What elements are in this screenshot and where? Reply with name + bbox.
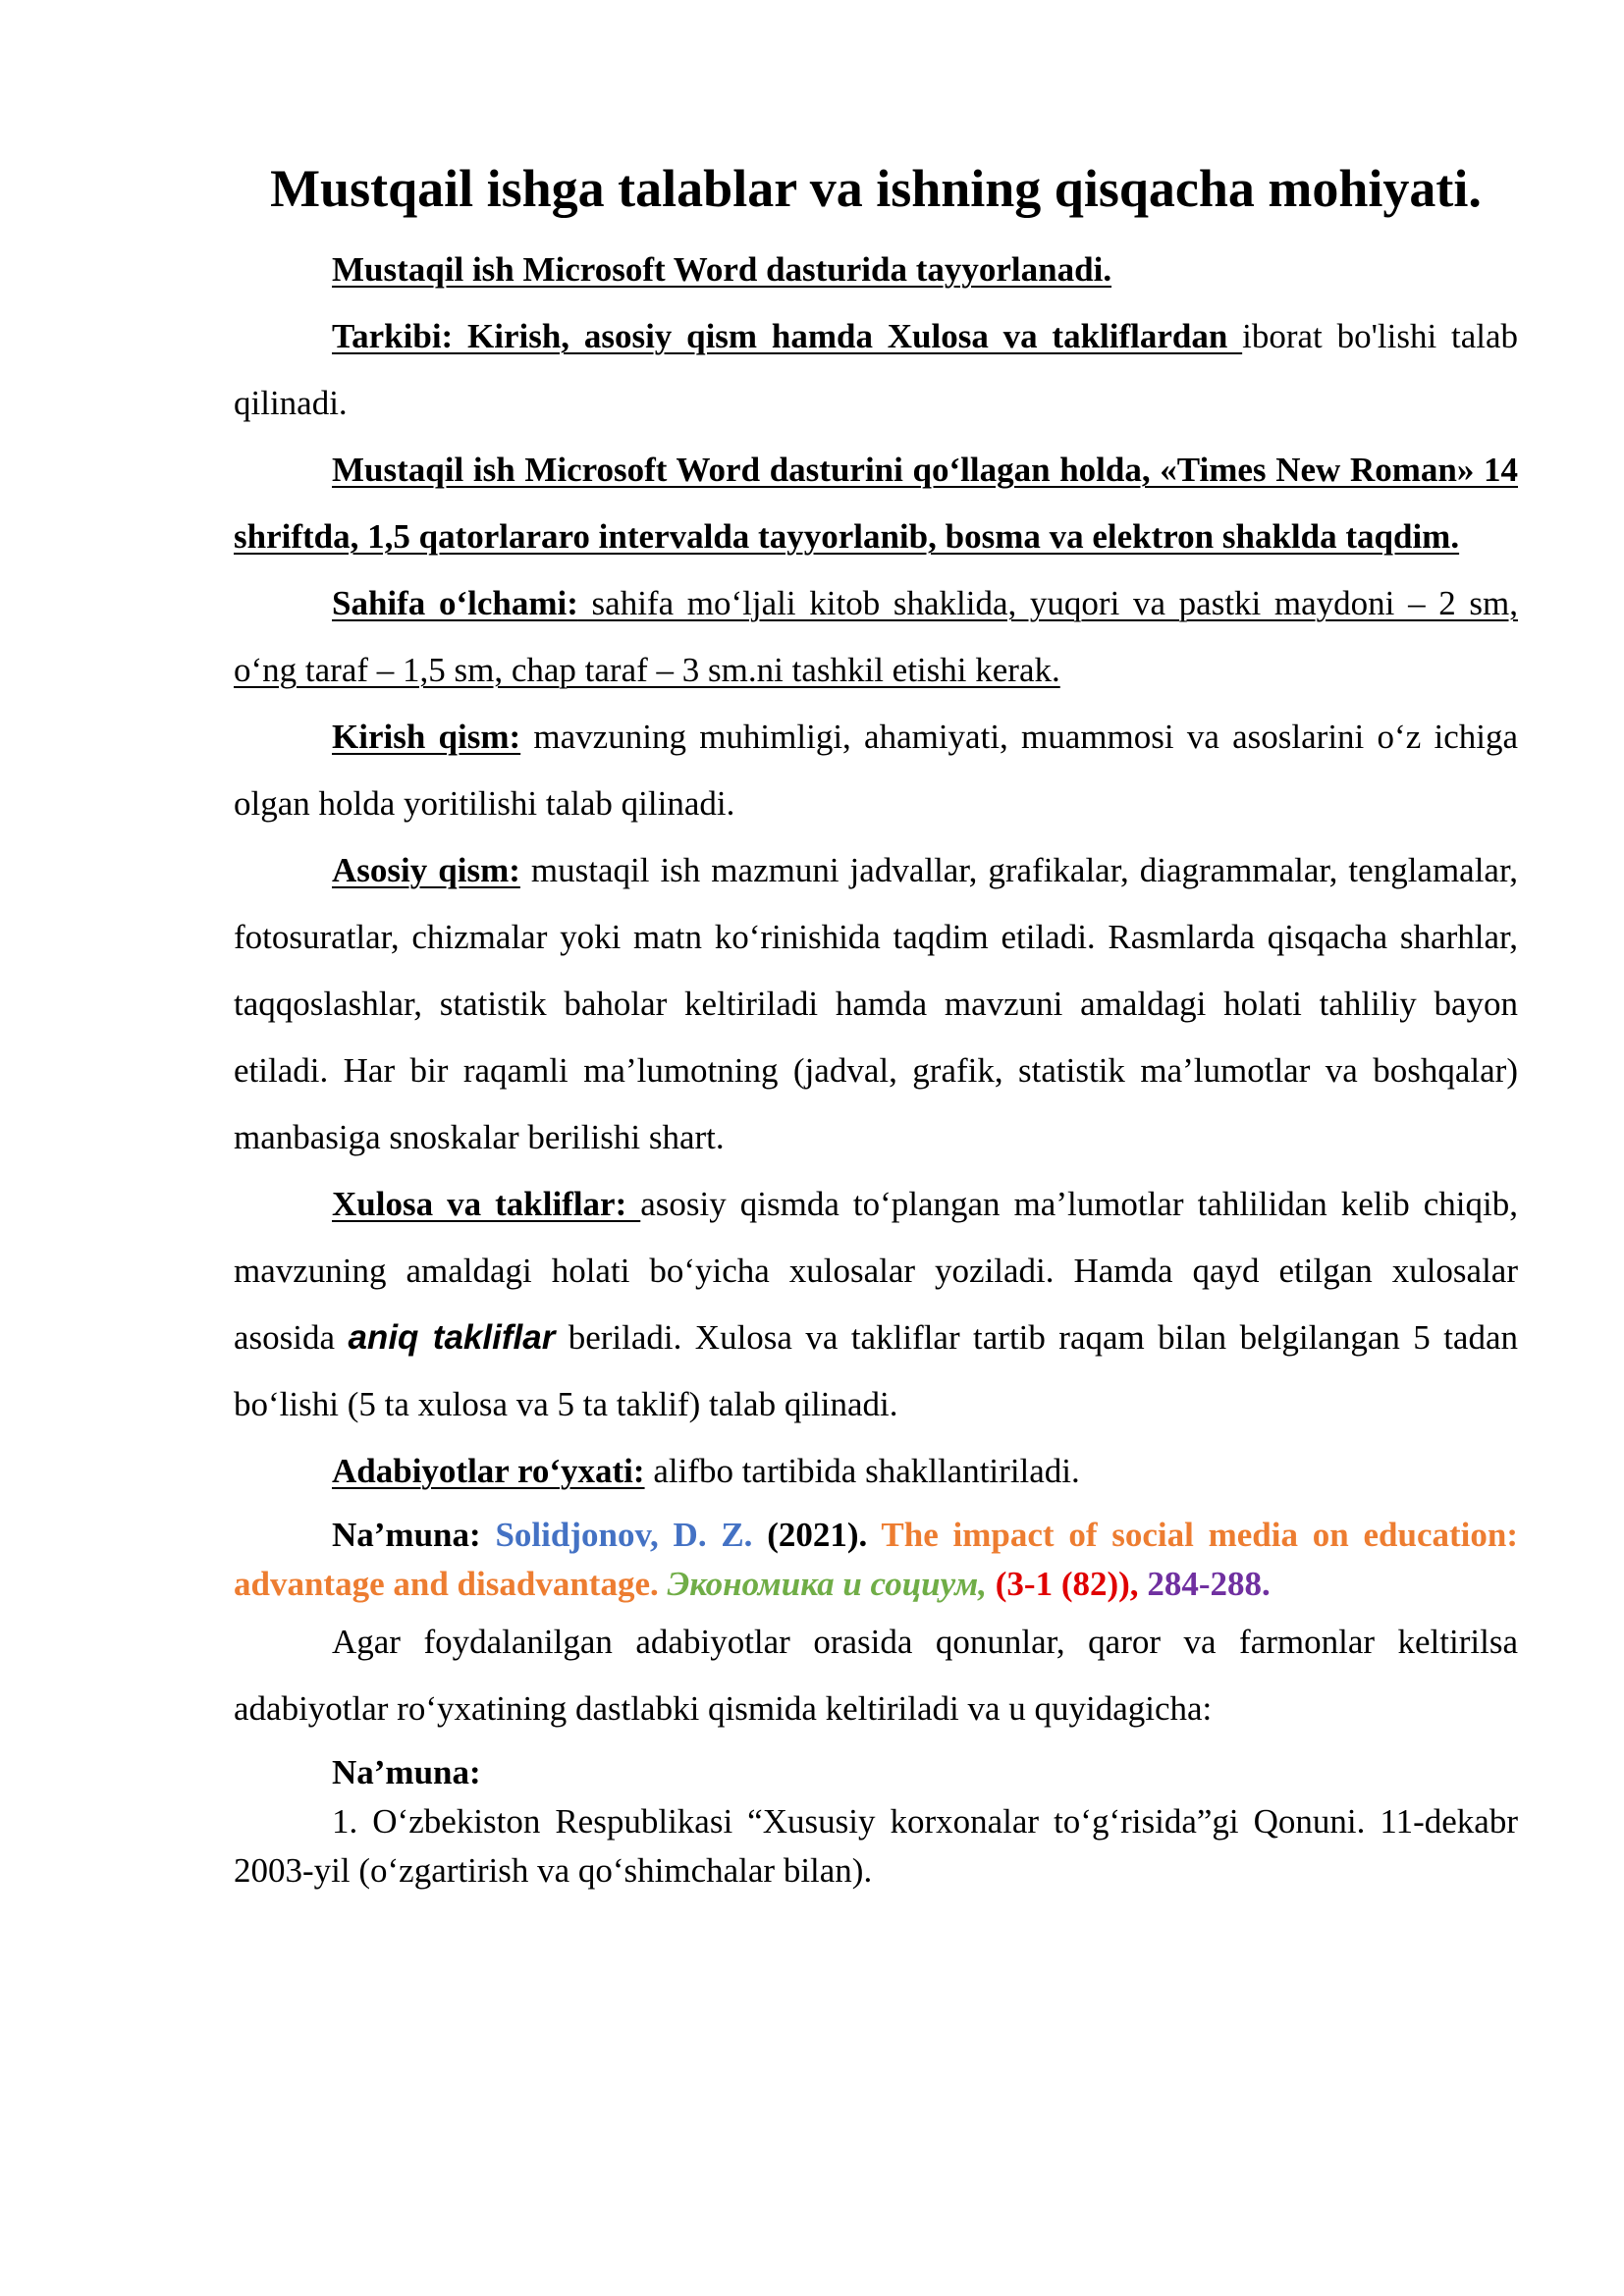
sample-reference [234,1511,1518,1609]
paragraph-typography [234,437,1518,570]
references-heading: Adabiyotlar ro‘yxati: [332,1451,645,1490]
page-size-heading: Sahifa o‘lchami: [332,583,578,622]
paragraph-format [234,237,1518,303]
laws-text: Agar foydalanilgan adabiyotlar orasida qonunlar, qaror va farmonlar keltirilsa adabiyotlar ro‘yxatining dastlabki qismida keltiriladi va u quyidagicha: [234,1622,1518,1728]
paragraph-laws [234,1609,1518,1742]
introduction-text: mavzuning muhimligi, ahamiyati, muammosi va asoslarini o‘z ichiga olgan holda yoritilishi talab qilinadi. [234,717,1518,823]
structure-text: iborat bo'lishi talab qilinadi. [234,316,1518,422]
reference-year: (2021). [752,1515,882,1554]
document-title: Mustqail ishga talablar va ishning qisqacha mohiyati. [270,159,1482,218]
format-statement: Mustaqil ish Microsoft Word dasturida tayyorlanadi. [332,249,1112,289]
conclusion-text-1: asosiy qismda to‘plangan ma’lumotlar tahlilidan kelib chiqib, mavzuning amaldagi holati bo‘yicha xulosalar yoziladi. Hamda qayd etilgan xulosalar asosida [234,1184,1519,1357]
reference-title: The impact of social media on education: advantage and disadvantage. [234,1515,1518,1603]
conclusion-heading: Xulosa va takliflar: [332,1184,641,1223]
law-list-item [234,1797,1518,1896]
sample2-label: Na’muna: [332,1752,481,1791]
page-size-text: sahifa mo‘ljali kitob shaklida, yuqori va pastki maydoni – 2 sm, o‘ng taraf – 1,5 sm, chap taraf – 3 sm.ni tashkil etishi kerak. [234,583,1518,689]
typography-statement: Mustaqil ish Microsoft Word dasturini qo‘llagan holda, «Times New Roman» 14 shriftda, 1,5 qatorlararo intervalda tayyorlanib, bosma va elektron shaklda taqdim. [234,450,1518,556]
paragraph-introduction [234,704,1518,837]
main-part-text: mustaqil ish mazmuni jadvallar, grafikalar, diagrammalar, tenglamalar, fotosuratlar, chizmalar yoki matn ko‘rinishida taqdim etiladi. Rasmlarda qisqacha sharhlar, taqqoslashlar, statistik baholar keltiriladi hamda mavzuni amaldagi holati tahliliy bayon etiladi. Har bir raqamli ma’lumotning (jadval, grafik, statistik ma’lumotlar va boshqalar) manbasiga snoskalar berilishi shart. [234,850,1518,1156]
conclusion-emphasis: aniq takliflar [348,1317,556,1357]
paragraph-main-part [234,837,1518,1171]
paragraph-page-size [234,570,1518,704]
reference-journal: Экономика и социум, [658,1564,988,1603]
reference-author: Solidjonov, D. Z. [495,1515,753,1554]
reference-issue: (3-1 (82)), [987,1564,1139,1603]
introduction-heading: Kirish qism: [332,717,521,756]
conclusion-text-2: beriladi. Xulosa va takliflar tartib raqam bilan belgilangan 5 tadan bo‘lishi (5 ta xulosa va 5 ta taklif) talab qilinadi. [234,1317,1518,1423]
sample2-block [234,1748,1518,1797]
main-part-heading: Asosiy qism: [332,850,520,889]
paragraph-structure [234,303,1518,437]
reference-pages: 284-288. [1138,1564,1271,1603]
references-text: alifbo tartibida shakllantiriladi. [644,1451,1080,1490]
structure-heading: Tarkibi: Kirish, asosiy qism hamda Xulosa va takliflardan [332,316,1243,355]
paragraph-references [234,1438,1518,1505]
sample-label: Na’muna: [332,1515,496,1554]
law-item-text: 1. O‘zbekiston Respublikasi “Xususiy korxonalar to‘g‘risida”gi Qonuni. 11-dekabr 2003-yil (o‘zgartirish va qo‘shimchalar bilan). [234,1801,1518,1890]
paragraph-conclusion [234,1171,1518,1438]
document-page [234,147,1518,1896]
